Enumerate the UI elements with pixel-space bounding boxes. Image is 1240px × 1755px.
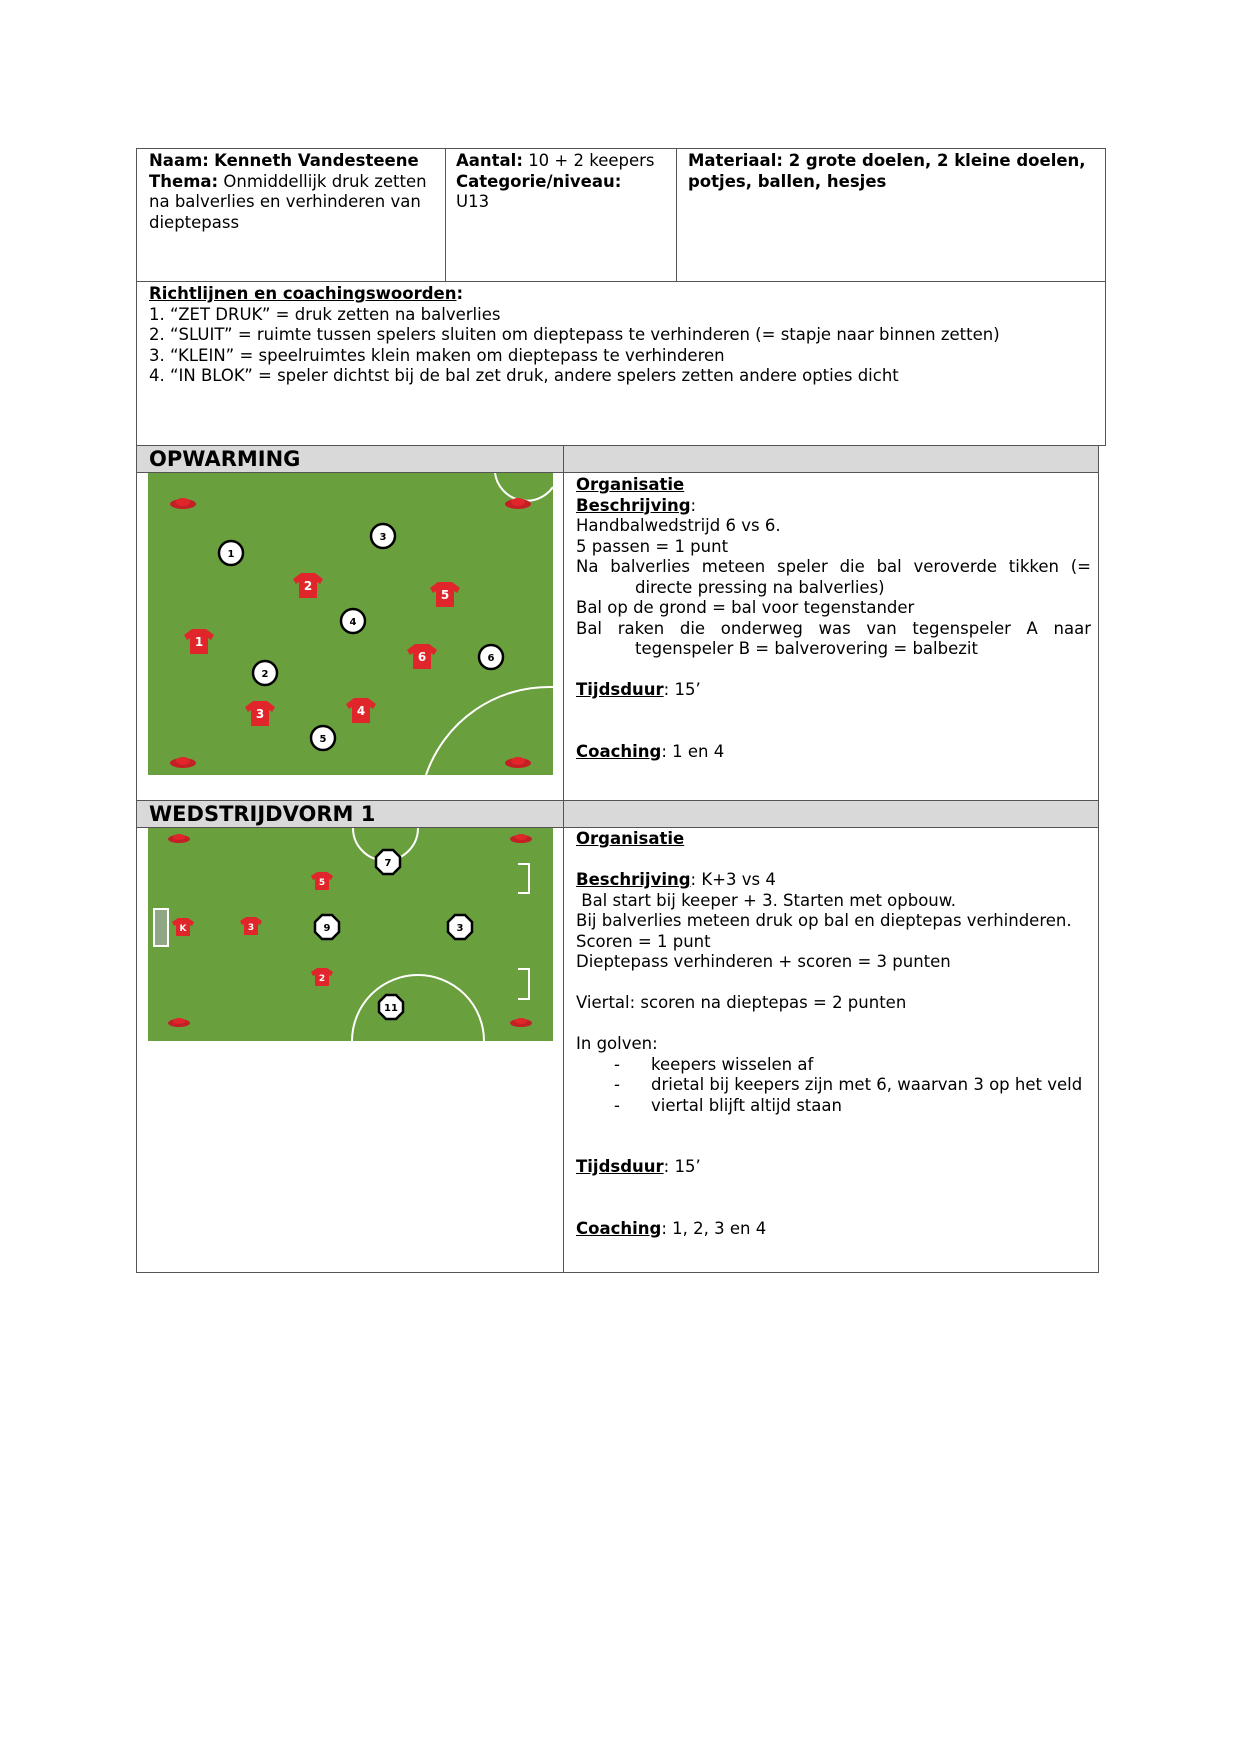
tijdsduur-value: : 15’ [663,1157,701,1176]
opwarming-description [576,475,1097,762]
description-line: Bij balverlies meteen druk op bal en dieptepas verhinderen. [576,911,1072,930]
golven-text: keepers wisselen af [651,1054,814,1074]
svg-text:6: 6 [487,653,495,664]
materiaal-value: 2 grote doelen, 2 kleine doelen, potjes, ballen, hesjes [688,151,1086,191]
coaching-value: : 1 en 4 [661,741,725,761]
section-header-empty [564,446,1098,472]
svg-text:7: 7 [384,858,392,869]
section-header-opwarming [137,446,563,472]
white-player [379,995,403,1019]
naam-thema-cell [149,151,439,233]
white-player [311,726,335,750]
richtlijnen-colon: : [456,284,464,303]
beschrijving-colon: : [690,495,697,515]
coaching-label: Coaching [576,1218,662,1238]
dash-bullet: - [614,1095,620,1115]
categorie-label: Categorie/niveau: [456,171,622,191]
divider [563,445,564,1273]
dash-bullet: - [614,1075,620,1094]
divider [676,148,677,281]
naam-label: Naam: [149,151,209,170]
golven-text: viertal blijft altijd staan [651,1095,842,1115]
richtlijn-item: 3. “KLEIN” = speelruimtes klein maken om dieptepass te verhinderen [149,345,725,365]
golven-item [576,1055,1091,1076]
description-line: Handbalwedstrijd 6 vs 6. [576,516,781,535]
divider [445,148,446,281]
white-player [219,541,243,565]
aantal-cell [456,151,671,213]
svg-text:6: 6 [417,650,427,664]
categorie-value: U13 [456,192,490,211]
description-line: Na balverlies meteen speler die bal veroverde tikken (= directe pressing na balverlies) [576,557,1097,597]
aantal-label: Aantal: [456,151,523,170]
beschrijving-label: Beschrijving [576,870,691,889]
svg-text:4: 4 [349,617,357,628]
tijdsduur-label: Tijdsduur [576,1157,664,1176]
tijdsduur-value: : 15’ [663,680,701,699]
divider [136,281,1106,282]
svg-text:11: 11 [384,1003,398,1014]
white-player [341,609,365,633]
svg-text:2: 2 [261,669,269,680]
golven-text: drietal bij keepers zijn met 6, waarvan 3 op het veld [651,1075,1083,1094]
svg-text:3: 3 [379,532,387,543]
description-line: Scoren = 1 punt [576,931,711,951]
richtlijnen-title: Richtlijnen en coachingswoorden [149,284,457,303]
svg-text:2: 2 [303,579,313,593]
description-line: 5 passen = 1 punt [576,536,729,556]
svg-text:3: 3 [255,707,265,721]
richtlijn-item: 1. “ZET DRUK” = druk zetten na balverlies [149,304,501,324]
thema-label: Thema: [149,171,219,191]
beschrijving-value: : K+3 vs 4 [690,870,776,889]
aantal-value: 10 + 2 keepers [528,151,655,170]
svg-text:K: K [179,924,187,934]
materiaal-label: Materiaal: [688,151,783,170]
svg-text:5: 5 [319,734,327,745]
coaching-value: : 1, 2, 3 en 4 [661,1218,767,1238]
wedstrijdvorm-title: WEDSTRIJDVORM 1 [149,802,376,826]
svg-text:5: 5 [318,878,326,888]
svg-text:2: 2 [318,974,326,984]
svg-text:5: 5 [440,588,450,602]
coaching-label: Coaching [576,741,662,761]
svg-text:3: 3 [247,923,255,933]
dash-bullet: - [614,1054,620,1074]
svg-text:1: 1 [194,635,204,649]
svg-text:3: 3 [456,923,464,934]
materiaal-cell [688,151,1098,192]
opwarming-field-diagram [148,473,553,775]
white-player [479,645,503,669]
section-header-empty [564,801,1098,827]
section-header-wedstrijdvorm [137,801,563,827]
golven-item [576,1075,1091,1096]
svg-text:4: 4 [356,704,366,718]
richtlijn-item: 2. “SLUIT” = ruimte tussen spelers sluiten om dieptepass te verhinderen (= stapje naar binnen zetten) [149,325,1000,344]
organisatie-label: Organisatie [576,829,685,848]
white-player [253,661,277,685]
white-player [448,915,472,939]
thema-value: Onmiddellijk druk zetten na balverlies en verhinderen van dieptepass [149,171,427,232]
opwarming-title: OPWARMING [149,447,301,471]
naam-value: Kenneth Vandesteene [214,151,419,170]
wedstrijdvorm-field-diagram [148,828,553,1041]
white-player [376,850,400,874]
richtlijn-item: 4. “IN BLOK” = speler dichtst bij de bal zet druk, andere spelers zetten andere opties dicht [149,366,899,385]
tijdsduur-label: Tijdsduur [576,680,664,699]
description-line: Bal start bij keeper + 3. Starten met opbouw. [576,890,956,910]
svg-text:1: 1 [227,549,235,560]
description-line: Dieptepass verhinderen + scoren = 3 punten [576,952,951,971]
white-player [315,915,339,939]
organisatie-label: Organisatie [576,475,685,494]
wedstrijdvorm-description [576,829,1091,1239]
description-line: Bal op de grond = bal voor tegenstander [576,598,915,617]
golven-label: In golven: [576,1034,658,1053]
richtlijnen-cell [149,284,1099,387]
beschrijving-label: Beschrijving [576,495,691,515]
svg-text:9: 9 [323,923,331,934]
goal-icon [154,909,168,946]
viertal-line: Viertal: scoren na dieptepas = 2 punten [576,993,907,1012]
white-player [371,524,395,548]
golven-item [576,1096,1091,1117]
description-line: Bal raken die onderweg was van tegenspeler A naar tegenspeler B = balverovering = balbezit [576,618,1097,658]
